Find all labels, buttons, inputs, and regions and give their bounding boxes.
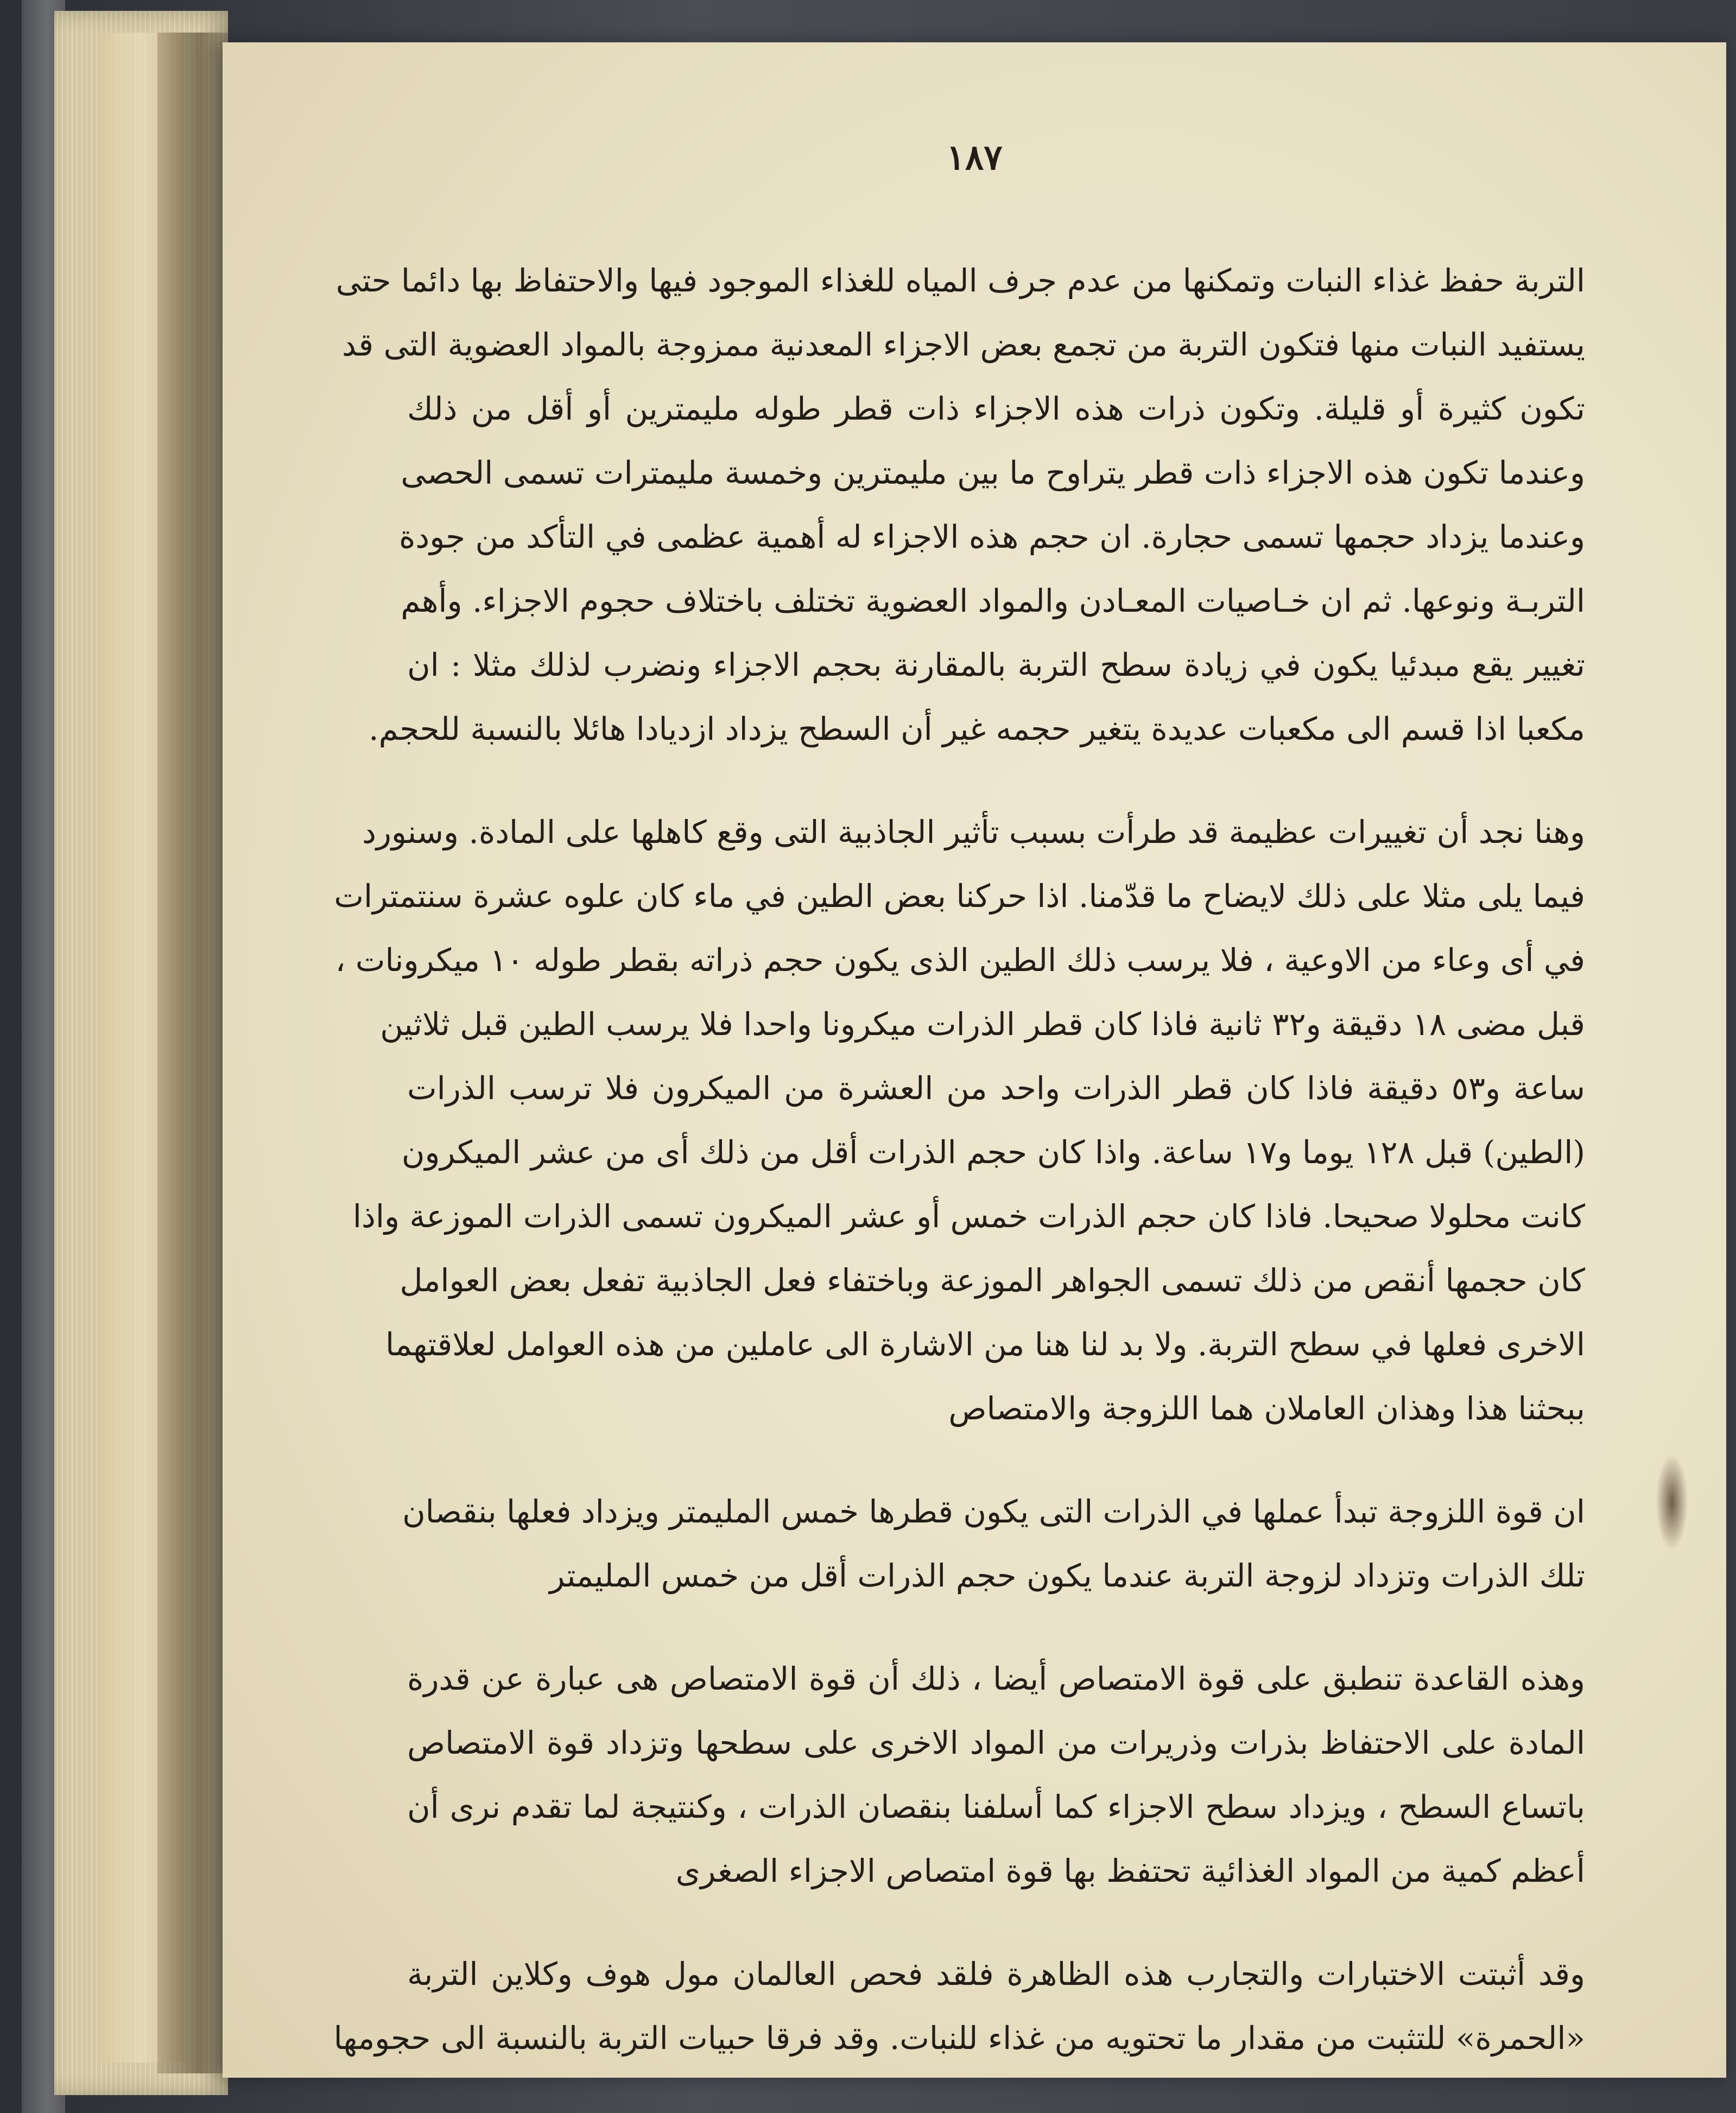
text-line: التربـة ونوعها. ثم ان خـاصيات المعـادن والمواد العضوية تختلف باختلاف حجوم الاجزاء. وأهم [401,582,1585,619]
text-line: مكعبا اذا قسم الى مكعبات عديدة يتغير حجمه غير أن السطح يزداد ازديادا هائلا بالنسبة للحجم. [369,710,1585,747]
paragraph-4 [407,1647,1585,1903]
text-line: فيما يلى مثلا على ذلك لايضاح ما قدّمنا. اذا حركنا بعض الطين في ماء كان علوه عشرة سنتمترات [334,878,1585,915]
text-line: كان حجمها أنقص من ذلك تسمى الجواهر الموزعة وباختفاء فعل الجاذبية تفعل بعض العوامل [400,1262,1585,1299]
spine-gutter [157,33,228,2073]
paragraph-1 [335,249,1585,761]
text-line: تلك الذرات وتزداد لزوجة التربة عندما يكون حجم الذرات أقل من خمس المليمتر [549,1557,1585,1594]
paragraph-3 [402,1480,1585,1608]
text-line: ان قوة اللزوجة تبدأ عملها في الذرات التى يكون قطرها خمس المليمتر ويزداد فعلها بنقصان [402,1493,1585,1530]
text-line: وقد أثبتت الاختبارات والتجارب هذه الظاهرة فلقد فحص العالمان مول هوف وكلاين التربة [407,1956,1585,1993]
paragraph-2 [334,800,1585,1441]
text-line: ببحثنا هذا وهذان العاملان هما اللزوجة والامتصاص [948,1390,1585,1427]
paragraph-5 [333,1942,1585,2070]
page-stain [1656,1454,1688,1551]
text-line: في أى وعاء من الاوعية ، فلا يرسب ذلك الطين الذى يكون حجم ذراته بقطر طوله ١٠ ميكرونات ، [335,942,1585,979]
text-line: الاخرى فعلها في سطح التربة. ولا بد لنا هنا من الاشارة الى عاملين من هذه العوامل لعلاقتهما [385,1326,1585,1363]
page-number: ١٨٧ [946,137,1003,178]
text-line: تغيير يقع مبدئيا يكون في زيادة سطح التربة بالمقارنة بحجم الاجزاء ونضرب لذلك مثلا : ان [407,646,1585,683]
page-body [333,249,1585,2070]
text-line: قبل مضى ١٨ دقيقة و٣٢ ثانية فاذا كان قطر الذرات ميكرونا واحدا فلا يرسب الطين قبل ثلاثين [380,1006,1585,1043]
text-line: باتساع السطح ، ويزداد سطح الاجزاء كما أسلفنا بنقصان الذرات ، وكنتيجة لما تقدم نرى أن [407,1788,1585,1825]
text-line: وهذه القاعدة تنطبق على قوة الامتصاص أيضا ، ذلك أن قوة الامتصاص هى عبارة عن قدرة [407,1660,1585,1697]
book-page [223,42,1726,2078]
text-line: التربة حفظ غذاء النبات وتمكنها من عدم جرف المياه للغذاء الموجود فيها والاحتفاظ بها دائما حتى [335,262,1585,299]
text-line: ساعة و٥٣ دقيقة فاذا كان قطر الذرات واحد من العشرة من الميكرون فلا ترسب الذرات [407,1070,1585,1107]
text-line: وعندما يزداد حجمها تسمى حجارة. ان حجم هذه الاجزاء له أهمية عظمى في التأكد من جودة [399,518,1585,555]
text-line: وعندما تكون هذه الاجزاء ذات قطر يتراوح ما بين مليمترين وخمسة مليمترات تسمى الحصى [401,454,1585,491]
text-line: يستفيد النبات منها فتكون التربة من تجمع بعض الاجزاء المعدنية ممزوجة بالمواد العضوية التى قد [341,326,1585,363]
text-line: وهنا نجد أن تغييرات عظيمة قد طرأت بسبب تأثير الجاذبية التى وقع كاهلها على المادة. وسنورد [362,814,1585,851]
text-line: (الطين) قبل ١٢٨ يوما و١٧ ساعة. واذا كان حجم الذرات أقل من ذلك أى من عشر الميكرون [401,1134,1585,1171]
text-line: تكون كثيرة أو قليلة. وتكون ذرات هذه الاجزاء ذات قطر طوله مليمترين أو أقل من ذلك [407,390,1585,427]
text-line: كانت محلولا صحيحا. فاذا كان حجم الذرات خمس أو عشر الميكرون تسمى الذرات الموزعة واذا [352,1198,1585,1235]
text-line: «الحمرة» للتثبت من مقدار ما تحتويه من غذاء للنبات. وقد فرقا حبيات التربة بالنسبة الى حجومها [333,2020,1585,2057]
text-line: المادة على الاحتفاظ بذرات وذريرات من المواد الاخرى على سطحها وتزداد قوة الامتصاص [407,1724,1585,1761]
text-line: أعظم كمية من المواد الغذائية تحتفظ بها قوة امتصاص الاجزاء الصغرى [675,1852,1585,1889]
